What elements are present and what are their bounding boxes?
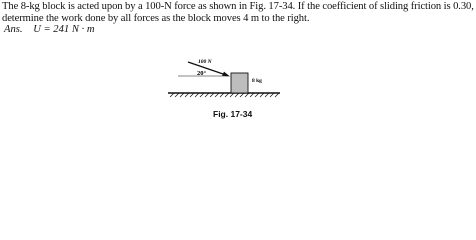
figure-17-34 xyxy=(168,56,328,106)
mass-label: 8 kg xyxy=(252,78,262,84)
force-arrowhead xyxy=(222,72,230,77)
problem-statement: The 8-kg block is acted upon by a 100-N force as shown in Fig. 17-34. If the coefficient of sliding friction is 0.30, determine the work done by all forces as the block moves 4 m to the right. xyxy=(2,1,474,24)
block xyxy=(231,73,248,93)
force-label: 100 N xyxy=(198,59,212,65)
block-diagram xyxy=(168,56,328,106)
angle-label: 20° xyxy=(197,70,207,77)
answer-value: U = 241 N · m xyxy=(33,24,95,35)
figure-caption: Fig. 17-34 xyxy=(213,109,253,119)
answer-label: Ans. xyxy=(4,24,23,35)
answer-line xyxy=(4,24,95,35)
